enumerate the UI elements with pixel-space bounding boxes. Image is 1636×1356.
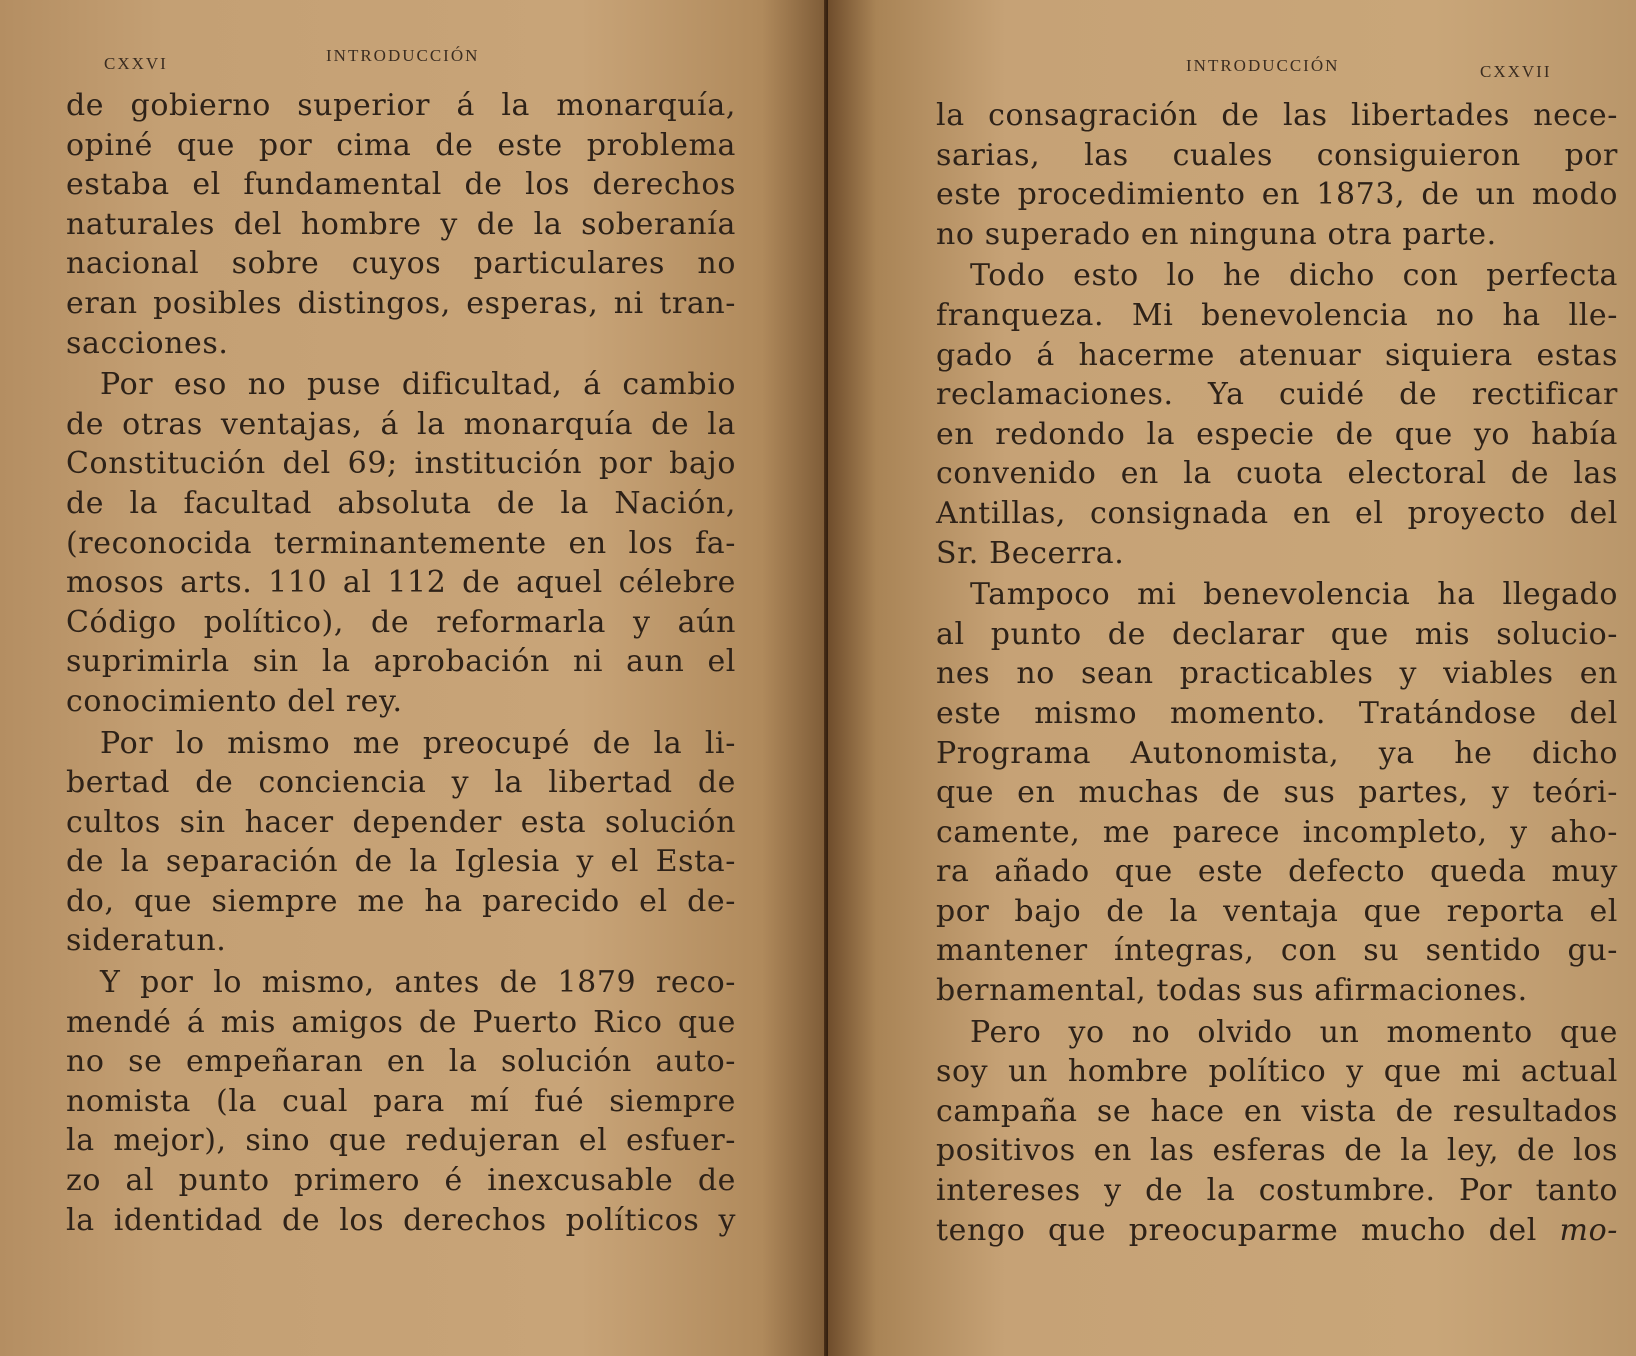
text-line: Por lo mismo me preocupé de la li- <box>100 725 736 761</box>
text-line: sacciones. <box>66 325 229 361</box>
text-line: (reconocida terminantemente en los fa- <box>66 525 736 561</box>
text-line: Sr. Becerra. <box>936 535 1125 571</box>
text-line: gado á hacerme atenuar siquiera estas <box>936 337 1618 373</box>
text-line-final-roman: tengo que preocuparme mucho del <box>936 1212 1537 1248</box>
text-line: eran posibles distingos, esperas, ni tran- <box>66 285 736 321</box>
text-line-final <box>936 1211 1618 1251</box>
text-line: mosos arts. 110 al 112 de aquel célebre <box>66 565 736 601</box>
text-line: Y por lo mismo, antes de 1879 reco- <box>100 965 736 1001</box>
text-line: de la separación de la Iglesia y el Esta- <box>66 844 736 880</box>
text-line: la identidad de los derechos políticos y <box>66 1202 736 1238</box>
text-line: de otras ventajas, á la monarquía de la <box>66 406 736 442</box>
text-line: conocimiento del rey. <box>66 683 403 719</box>
text-line: franqueza. Mi benevolencia no ha lle- <box>936 297 1618 333</box>
text-line: Todo esto lo he dicho con perfecta <box>970 258 1618 294</box>
text-line: Programa Autonomista, ya he dicho <box>936 735 1618 771</box>
text-line: este mismo momento. Tratándose del <box>936 695 1618 731</box>
text-line: bernamental, todas sus afirmaciones. <box>936 973 1528 1009</box>
text-line: zo al punto primero é inexcusable de <box>66 1163 736 1199</box>
text-line: Código político), de reformarla y aún <box>66 604 736 640</box>
text-line: opiné que por cima de este problema <box>66 127 736 163</box>
text-line: mendé á mis amigos de Puerto Rico que <box>66 1004 736 1040</box>
text-line: mantener íntegras, con su sentido gu- <box>936 933 1618 969</box>
text-line: al punto de declarar que mis solucio- <box>936 616 1618 652</box>
text-line: no superado en ninguna otra parte. <box>936 216 1497 252</box>
right-page-body <box>936 96 1618 1250</box>
text-line: de gobierno superior á la monarquía, <box>66 88 736 123</box>
text-line: sideratun. <box>66 923 227 959</box>
text-line: do, que siempre me ha parecido el de- <box>66 883 736 919</box>
running-head-left: INTRODUCCIÓN <box>326 46 480 65</box>
text-line: camente, me parece incompleto, y aho- <box>936 814 1618 850</box>
text-line: este procedimiento en 1873, de un modo <box>936 177 1618 213</box>
text-line: Antillas, consignada en el proyecto del <box>936 495 1618 531</box>
page-number-left: CXXVI <box>104 54 168 73</box>
text-line: la mejor), sino que redujeran el esfuer- <box>66 1123 736 1159</box>
text-line: en redondo la especie de que yo había <box>936 416 1618 452</box>
text-line: no se empeñaran en la solución auto- <box>66 1044 736 1080</box>
text-line: cultos sin hacer depender esta solución <box>66 804 736 840</box>
text-line: bertad de conciencia y la libertad de <box>66 765 736 801</box>
text-line: intereses y de la costumbre. Por tanto <box>936 1173 1618 1209</box>
text-line: de la facultad absoluta de la Nación, <box>66 485 736 521</box>
left-page-body <box>66 86 736 1240</box>
text-line: Constitución del 69; institución por bajo <box>66 446 736 482</box>
text-line: suprimirla sin la aprobación ni aun el <box>66 644 736 680</box>
page-number-right: CXXVII <box>1480 62 1552 81</box>
text-line: campaña se hace en vista de resultados <box>936 1093 1618 1129</box>
text-line: sarias, las cuales consiguieron por <box>936 137 1618 173</box>
right-page <box>828 0 1636 1356</box>
text-line: por bajo de la ventaja que reporta el <box>936 893 1618 929</box>
text-line: reclamaciones. Ya cuidé de rectificar <box>936 377 1618 413</box>
text-line: nomista (la cual para mí fué siempre <box>66 1083 736 1119</box>
text-line: que en muchas de sus partes, y teóri- <box>936 775 1618 811</box>
running-head-right: INTRODUCCIÓN <box>1186 56 1340 75</box>
text-line: estaba el fundamental de los derechos <box>66 167 736 203</box>
text-line-final-italic: mo- <box>1559 1212 1618 1248</box>
text-line: nacional sobre cuyos particulares no <box>66 246 736 282</box>
text-line: convenido en la cuota electoral de las <box>936 456 1618 492</box>
text-line: Tampoco mi benevolencia ha llegado <box>970 577 1618 613</box>
text-line: soy un hombre político y que mi actual <box>936 1054 1618 1090</box>
text-line: positivos en las esferas de la ley, de los <box>936 1133 1618 1169</box>
text-line: ra añado que este defecto queda muy <box>936 854 1618 890</box>
text-line: Pero yo no olvido un momento que <box>970 1014 1618 1050</box>
text-line: nes no sean practicables y viables en <box>936 656 1618 692</box>
text-line: Por eso no puse dificultad, á cambio <box>100 367 736 403</box>
text-line: la consagración de las libertades nece- <box>936 98 1618 133</box>
text-line: naturales del hombre y de la soberanía <box>66 206 736 242</box>
